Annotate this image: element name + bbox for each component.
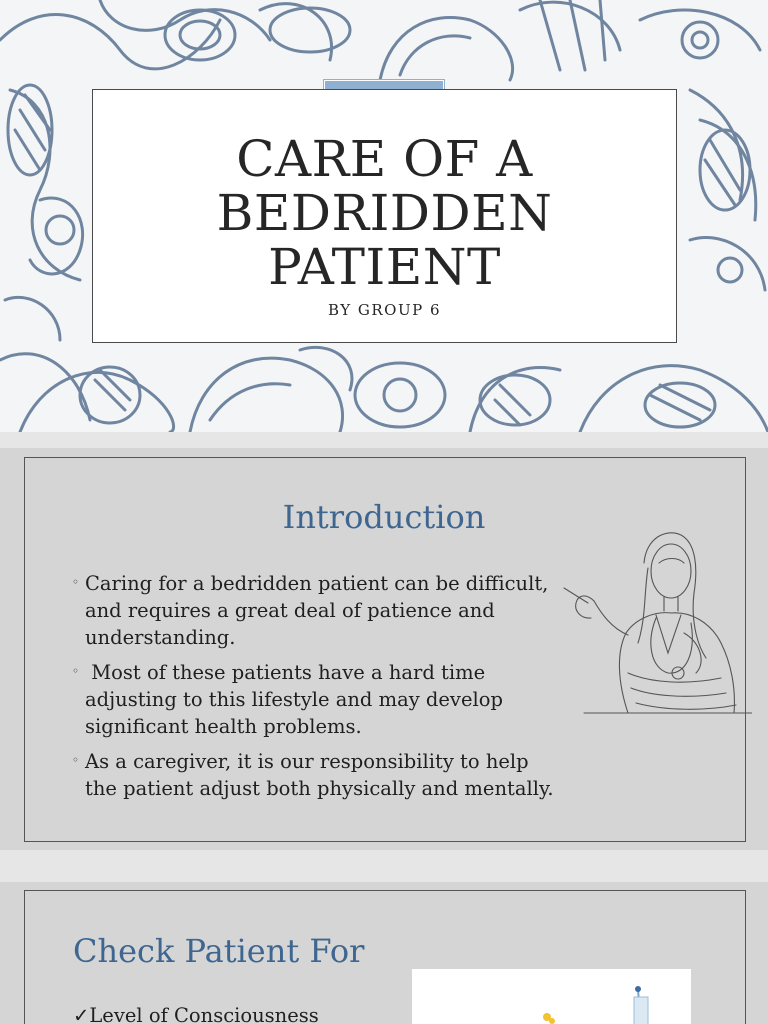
bullet-text: Caring for a bedridden patient can be difficult, and requires a great deal of patience and understanding.: [85, 572, 549, 649]
iv-drip-illustration: [412, 969, 691, 1024]
doctor-line-drawing: [556, 523, 752, 723]
bullet-text: As a caregiver, it is our responsibility to help the patient adjust both physically and mentally.: [85, 750, 554, 800]
list-item: [72, 659, 562, 740]
list-item: [72, 570, 562, 651]
introduction-slide: [0, 448, 768, 850]
slide-subtitle: BY GROUP 6: [327, 301, 442, 319]
patient-illustration: [412, 969, 691, 1024]
check-patient-slide: [0, 882, 768, 1024]
title-line-1: CARE OF A: [236, 130, 533, 188]
title-slide: [0, 0, 768, 432]
title-card: [92, 89, 677, 343]
bullet-marker: ◦: [72, 575, 80, 589]
slide-title: [93, 132, 676, 294]
introduction-heading: Introduction: [282, 498, 486, 536]
title-line-2: BEDRIDDEN: [216, 184, 553, 242]
check-item-text: Level of Consciousness: [89, 1004, 319, 1024]
check-icon: ✓: [73, 1004, 90, 1024]
title-line-3: PATIENT: [268, 238, 501, 296]
check-patient-heading: Check Patient For: [73, 932, 365, 970]
check-item: [73, 1004, 319, 1024]
bullet-text: Most of these patients have a hard time adjusting to this lifestyle and may develop significant health problems.: [85, 661, 510, 738]
list-item: [72, 748, 562, 802]
bullet-marker: ◦: [72, 753, 80, 767]
introduction-bullet-list: [72, 570, 562, 810]
bullet-marker: ◦: [72, 664, 80, 678]
